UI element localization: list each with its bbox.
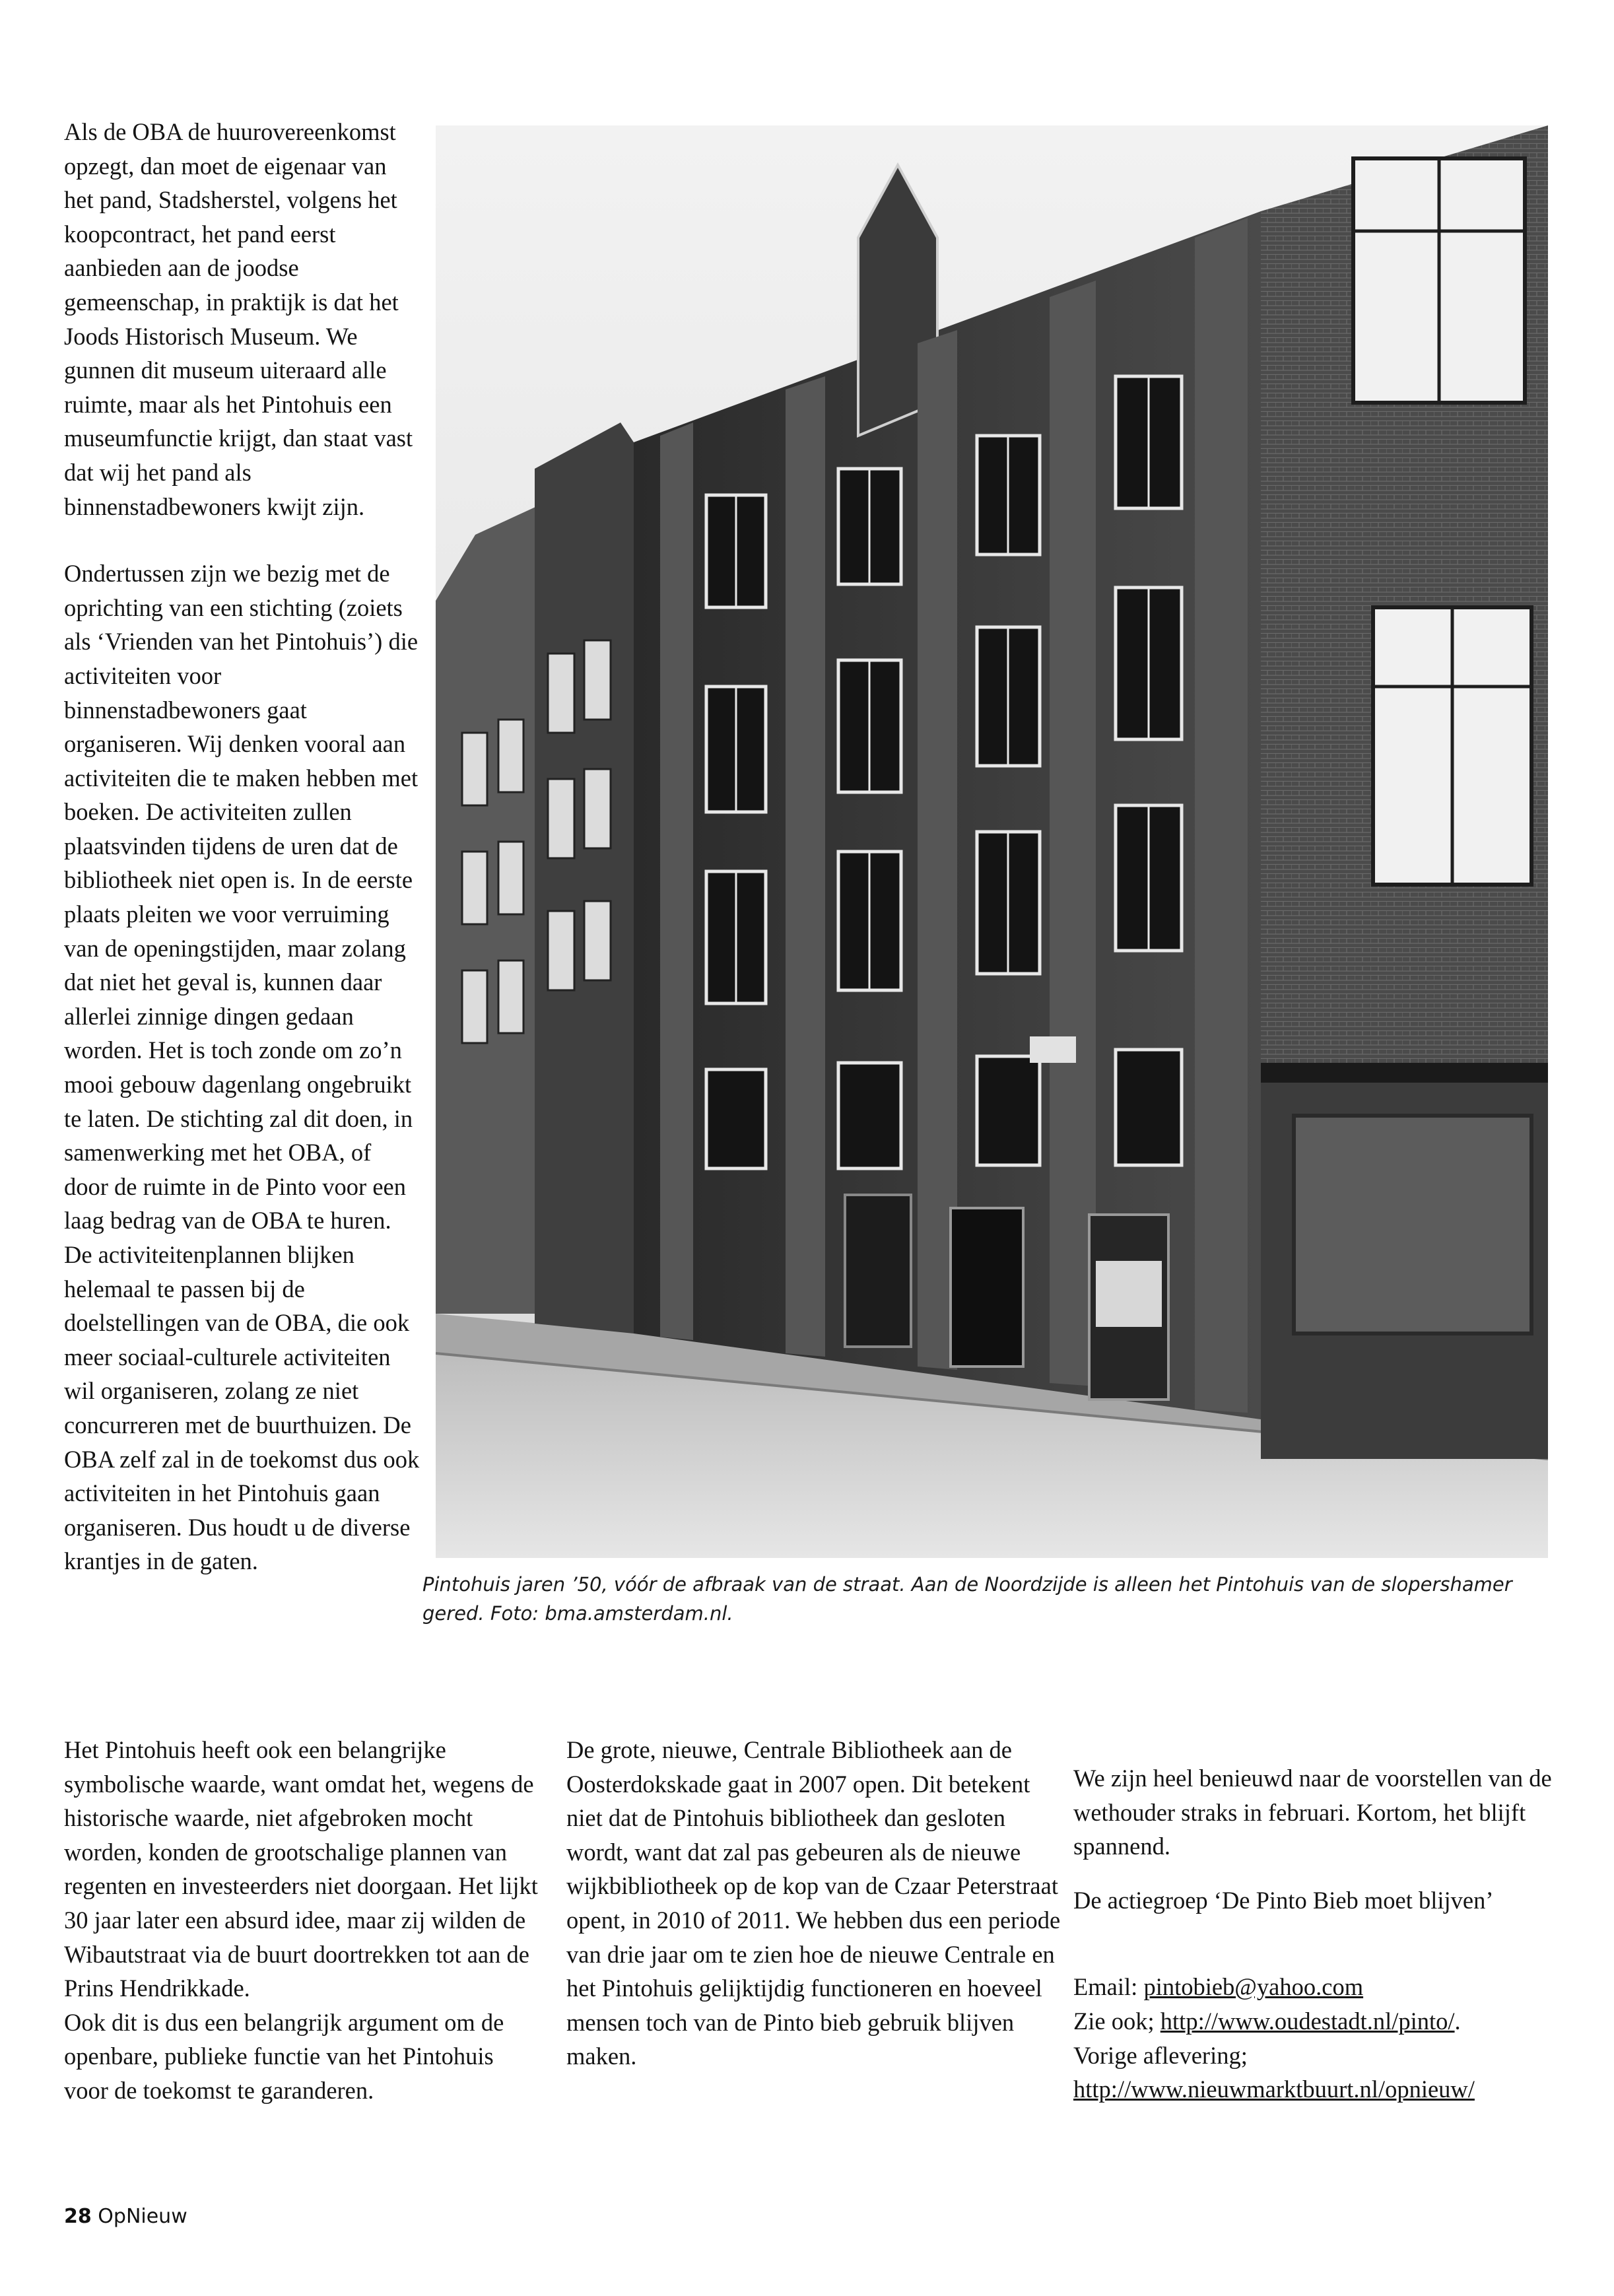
email-line <box>1073 1970 1562 2004</box>
email-label: Email: <box>1073 1973 1144 2001</box>
article-column-left <box>64 115 420 1578</box>
page-footer <box>64 2205 187 2228</box>
contact-block <box>1073 1970 1562 2106</box>
article-column-bottom-1 <box>64 1733 539 2108</box>
page-number: 28 <box>64 2205 92 2228</box>
see-also-end: . <box>1454 2007 1461 2035</box>
see-also-label: Zie ook; <box>1073 2007 1160 2035</box>
article-column-bottom-3 <box>1073 1761 1562 2107</box>
paragraph: Ondertussen zijn we bezig met de oprichting van een stichting (zoiets als ‘Vrienden van het Pintohuis’) die activiteiten voor binnenstadbewoners gaat organiseren. Wij denken vooral aan activiteiten die te maken hebben met boeken. De activiteiten zullen plaatsvinden tijdens de uren dat de bibliotheek niet open is. In de eerste plaats pleiten we voor verruiming van de openingstijden, maar zolang dat niet het geval is, kunnen daar allerlei zinnige dingen gedaan worden. Het is toch zonde om zo’n mooi gebouw dagenlang ongebruikt te laten. De stichting zal dit doen, in samenwerking met het OBA, of door de ruimte in de Pinto voor een laag bedrag van de OBA te huren. De activiteitenplannen blijken helemaal te passen bij de doelstellingen van de OBA, die ook meer sociaal-culturele activiteiten wil organiseren, zolang ze niet concurreren met de buurthuizen. De OBA zelf zal in de toekomst dus ook activiteiten in het Pintohuis gaan organiseren. Dus houdt u de diverse krantjes in de gaten. <box>64 560 420 1575</box>
paragraph: Ook dit is dus een belangrijk argument om de openbare, publieke functie van het Pintohuis voor de toekomst te garanderen. <box>64 2008 504 2104</box>
signature: De actiegroep ‘De Pinto Bieb moet blijven’ <box>1073 1886 1494 1914</box>
paragraph: Als de OBA de huurovereenkomst opzegt, dan moet de eigenaar van het pand, Stadsherstel, volgens het koopcontract, het pand eerst aanbieden aan de joodse gemeenschap, in praktijk is dat het Joods Historisch Museum. We gunnen dit museum uiteraard alle ruimte, maar als het Pintohuis een museumfunctie krijgt, dan staat vast dat wij het pand als binnenstadbewoners kwijt zijn. <box>64 118 413 520</box>
paragraph: Het Pintohuis heeft ook een belangrijke symbolische waarde, want omdat het, wegens de historische waarde, niet afgebroken mocht worden, konden de grootschalige plannen van regenten en investeerders niet doorgaan. Het lijkt 30 jaar later een absurd idee, maar zij wilden de Wibautstraat via de buurt doortrekken tot aan de Prins Hendrikkade. <box>64 1736 538 2002</box>
magazine-name: OpNieuw <box>98 2205 187 2228</box>
see-also-line <box>1073 2004 1562 2039</box>
previous-link[interactable]: http://www.nieuwmarktbuurt.nl/opnieuw/ <box>1073 2076 1475 2103</box>
paragraph: We zijn heel benieuwd naar de voorstellen van de wethouder straks in februari. Kortom, het blijft spannend. <box>1073 1765 1552 1860</box>
email-link[interactable]: pintobieb@yahoo.com <box>1143 1973 1364 2001</box>
photo-caption: Pintohuis jaren ’50, vóór de afbraak van de straat. Aan de Noordzijde is alleen het Pintohuis van de slopershamer gered. Foto: bma.amsterdam.nl. <box>422 1573 1512 1625</box>
article-column-bottom-2 <box>566 1733 1068 2074</box>
previous-label: Vorige aflevering; <box>1073 2041 1248 2069</box>
street-photo <box>436 125 1548 1558</box>
see-also-link[interactable]: http://www.oudestadt.nl/pinto/ <box>1160 2007 1455 2035</box>
paragraph: De grote, nieuwe, Centrale Bibliotheek aan de Oosterdokskade gaat in 2007 open. Dit betekent niet dat de Pintohuis bibliotheek dan gesloten wordt, want dat zal pas gebeuren als de nieuwe wijkbibliotheek op de kop van de Czaar Peterstraat opent, in 2010 of 2011. We hebben dus een periode van drie jaar om te zien hoe de nieuwe Centrale en het Pintohuis gelijktijdig functioneren en hoeveel mensen toch van de Pinto bieb gebruik blijven maken. <box>566 1736 1061 2070</box>
